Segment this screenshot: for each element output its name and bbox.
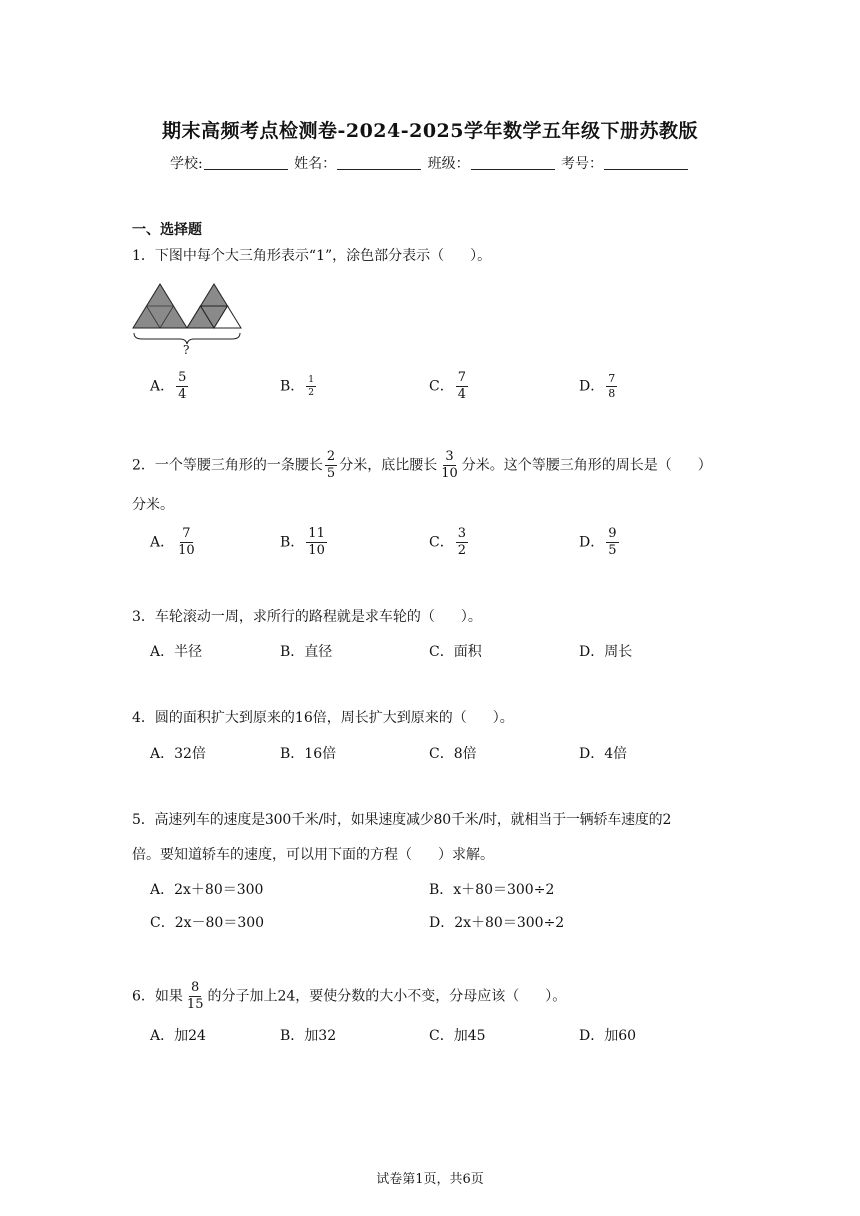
q4-option-b[interactable]: B．16倍 xyxy=(280,746,337,762)
q6-option-b[interactable]: B．加32 xyxy=(280,1028,337,1044)
q6-option-d[interactable]: D．加60 xyxy=(579,1028,637,1044)
question-2: 2．一个等腰三角形的一条腰长 $\frac{2}{5}$ 分米，底比腰长 $\frac{3}{10}$ 分米。这个等腰三角形的周长是（ ） xyxy=(132,449,712,481)
page-footer: 试卷第1页，共6页 xyxy=(376,1172,484,1187)
question-5: 5．高速列车的速度是300千米/时，如果速度减少80千米/时，就相当于一辆轿车速度的2 xyxy=(132,812,672,828)
q1-option-b[interactable]: B． $\frac{1}{2}$ xyxy=(280,375,315,398)
question-5-line2: 倍。要知道轿车的速度，可以用下面的方程（ ）求解。 xyxy=(132,847,494,863)
q5-option-a[interactable]: A．2x＋80＝300 xyxy=(150,882,264,898)
question-4: 4．圆的面积扩大到原来的16倍，周长扩大到原来的（ ）。 xyxy=(132,710,514,726)
name-blank[interactable] xyxy=(337,155,421,170)
q6-option-c[interactable]: C．加45 xyxy=(429,1028,486,1044)
school-blank[interactable] xyxy=(204,155,288,170)
q5-option-d[interactable]: D．2x＋80＝300÷2 xyxy=(429,915,565,931)
figure-question-mark: ? xyxy=(183,343,190,357)
number-label: 考号： xyxy=(561,156,604,172)
section-title: 一、选择题 xyxy=(132,222,202,238)
q2-option-a[interactable]: A． $\frac{7}{10}$ xyxy=(150,526,195,558)
number-blank[interactable] xyxy=(604,155,688,170)
q1-option-a[interactable]: A． $\frac{5}{4}$ xyxy=(150,370,187,402)
question-3: 3．车轮滚动一周，求所行的路程就是求车轮的（ ）。 xyxy=(132,609,482,625)
class-label: 班级： xyxy=(427,156,470,172)
question-text: 下图中每个大三角形表示“1”，涂色部分表示（ xyxy=(154,248,445,264)
question-number: 1． xyxy=(132,248,155,264)
school-label: 学校: xyxy=(169,156,203,172)
q3-option-a[interactable]: A．半径 xyxy=(150,644,203,660)
question-6: 6．如果 $\frac{8}{15}$ 的分子加上24，要使分数的大小不变，分母应该（ ）。 xyxy=(132,980,567,1012)
q3-option-b[interactable]: B．直径 xyxy=(280,644,333,660)
name-label: 姓名： xyxy=(294,156,337,172)
student-info-line xyxy=(0,153,860,173)
q2-option-d[interactable]: D． $\frac{9}{5}$ xyxy=(579,526,617,558)
q3-option-d[interactable]: D．周长 xyxy=(579,644,633,660)
question-2-line2: 分米。 xyxy=(132,497,174,513)
q2-option-c[interactable]: C． $\frac{3}{2}$ xyxy=(429,526,466,558)
q4-option-a[interactable]: A．32倍 xyxy=(150,746,206,762)
q1-option-d[interactable]: D． $\frac{7}{8}$ xyxy=(579,372,616,400)
q3-option-c[interactable]: C．面积 xyxy=(429,644,482,660)
class-blank[interactable] xyxy=(471,155,555,170)
q4-option-c[interactable]: C．8倍 xyxy=(429,746,477,762)
exam-title: 期末高频考点检测卷-2024-2025学年数学五年级下册苏教版 xyxy=(161,120,699,142)
q2-option-b[interactable]: B． $\frac{11}{10}$ xyxy=(280,526,325,558)
q5-option-c[interactable]: C．2x－80＝300 xyxy=(150,915,265,931)
question-1 xyxy=(132,246,491,266)
q1-option-c[interactable]: C． $\frac{7}{4}$ xyxy=(429,370,466,402)
q6-option-a[interactable]: A．加24 xyxy=(150,1028,206,1044)
q5-option-b[interactable]: B．x＋80＝300÷2 xyxy=(429,882,555,898)
q4-option-d[interactable]: D．4倍 xyxy=(579,746,628,762)
question-text-end: ）。 xyxy=(470,248,492,264)
